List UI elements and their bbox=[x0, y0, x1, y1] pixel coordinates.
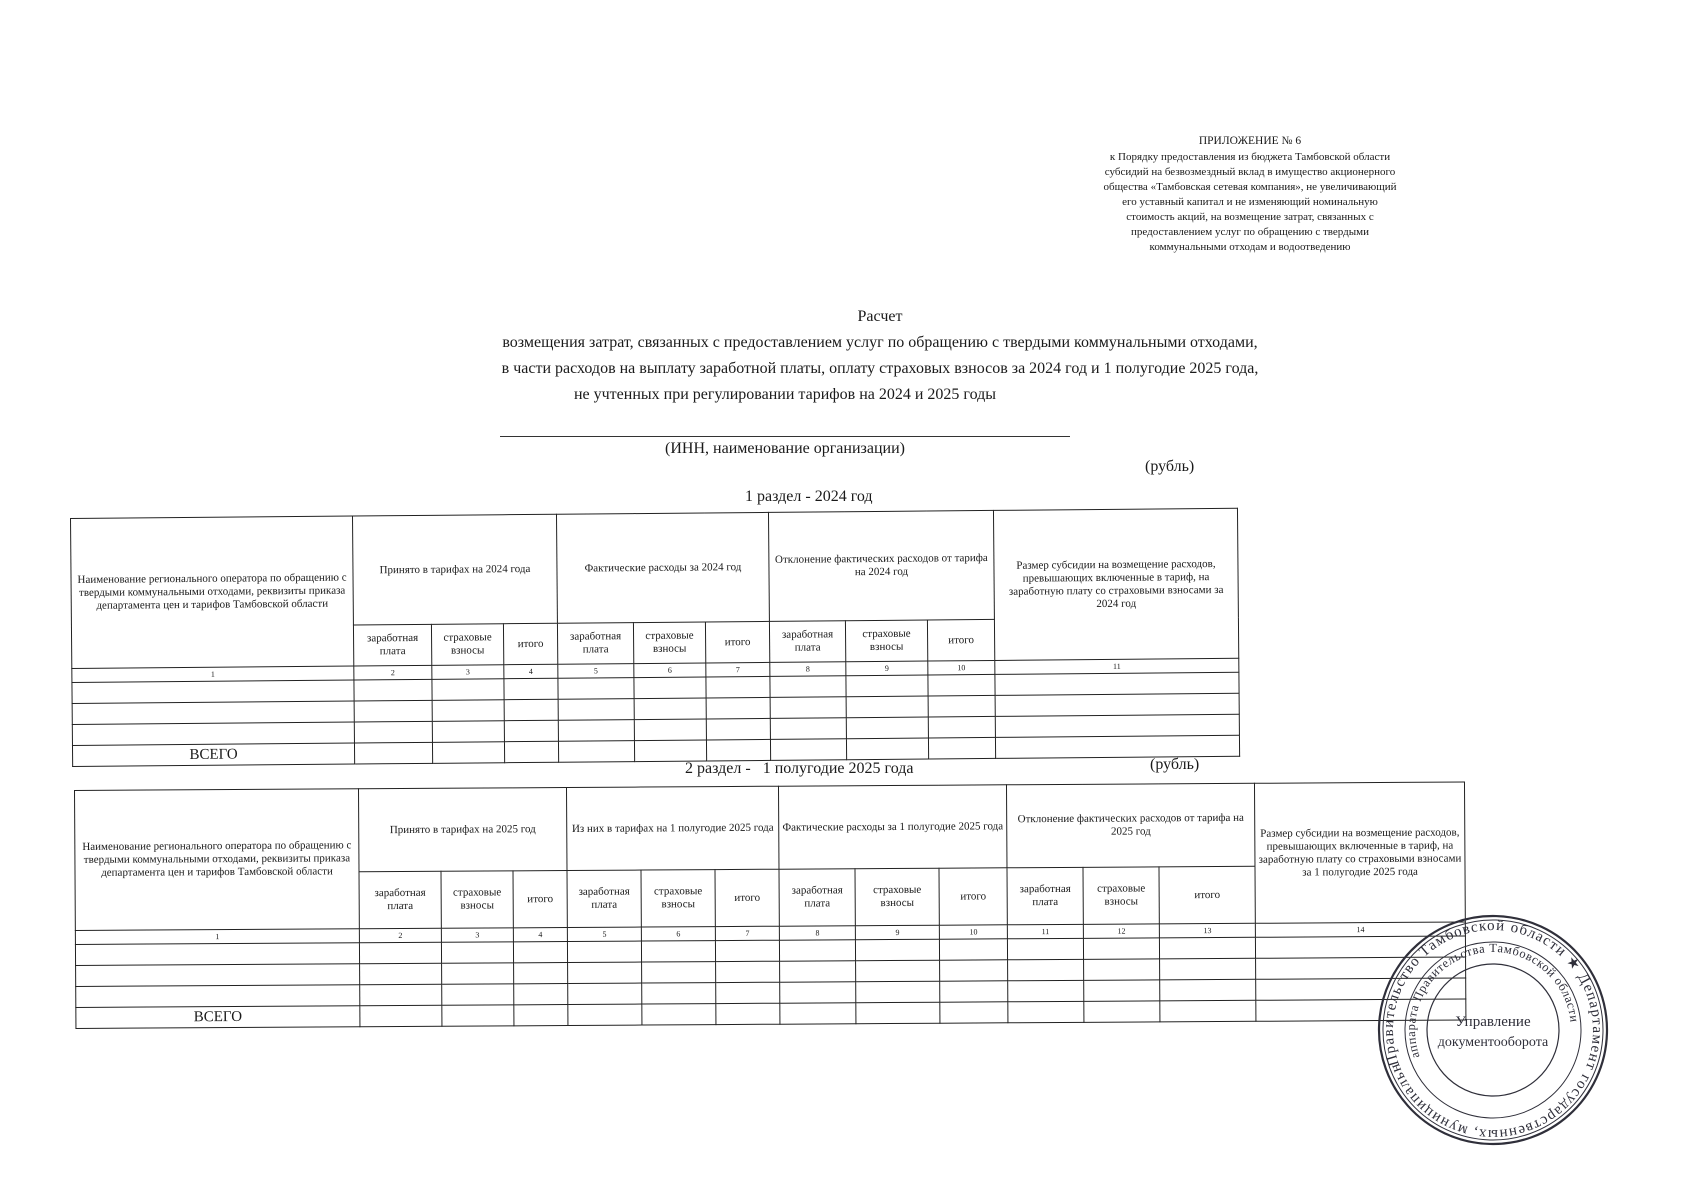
column-number: 8 bbox=[770, 662, 846, 677]
column-number: 1 bbox=[72, 666, 354, 682]
empty-cell bbox=[504, 678, 558, 699]
column-number: 7 bbox=[706, 662, 770, 677]
column-number: 2 bbox=[359, 928, 441, 943]
subheader-total: итого bbox=[715, 869, 779, 926]
header-actual-2024: Фактические расходы за 2024 год bbox=[556, 512, 769, 623]
subheader-insurance: страховые взносы bbox=[855, 868, 939, 926]
column-number: 3 bbox=[432, 665, 504, 680]
column-number: 6 bbox=[641, 927, 715, 941]
heading-title: Расчет bbox=[857, 308, 903, 325]
empty-cell bbox=[846, 717, 928, 739]
empty-cell bbox=[354, 700, 432, 722]
empty-cell bbox=[995, 672, 1239, 695]
empty-cell bbox=[567, 941, 641, 962]
empty-cell bbox=[1084, 1001, 1160, 1022]
section-2-title: 2 раздел - 1 полугодие 2025 года bbox=[685, 760, 914, 777]
appendix-line: коммунальными отходам и водоотведению bbox=[1149, 241, 1351, 253]
empty-cell bbox=[72, 701, 354, 724]
empty-cell bbox=[856, 960, 940, 982]
empty-cell bbox=[715, 940, 779, 961]
empty-cell bbox=[558, 741, 634, 763]
empty-cell bbox=[928, 737, 995, 759]
subheader-insurance: страховые взносы bbox=[633, 622, 705, 664]
column-number: 14 bbox=[1255, 922, 1465, 937]
section-2-table bbox=[74, 782, 1466, 1029]
column-number: 5 bbox=[567, 927, 641, 941]
empty-cell bbox=[634, 698, 706, 720]
column-number: 9 bbox=[855, 925, 939, 940]
empty-cell bbox=[642, 1004, 716, 1025]
subheader-total: итого bbox=[705, 621, 769, 663]
empty-cell bbox=[846, 738, 928, 760]
empty-cell bbox=[76, 964, 360, 987]
header-accepted-2025: Принято в тарифах на 2025 год bbox=[358, 787, 567, 871]
empty-cell bbox=[928, 695, 995, 717]
empty-cell bbox=[995, 714, 1239, 737]
appendix-line: общества «Тамбовская сетевая компания», не увеличивающий bbox=[1103, 181, 1397, 193]
empty-cell bbox=[442, 1005, 514, 1026]
subheader-total: итого bbox=[503, 623, 557, 664]
empty-cell bbox=[706, 739, 770, 761]
section-1-title: 1 раздел - 2024 год bbox=[745, 488, 873, 505]
header-actual-2025: Фактические расходы за 1 полугодие 2025 года bbox=[779, 785, 1008, 869]
empty-cell bbox=[354, 721, 432, 743]
empty-cell bbox=[846, 696, 928, 718]
empty-cell bbox=[432, 679, 504, 701]
empty-cell bbox=[995, 693, 1239, 716]
empty-cell bbox=[634, 719, 706, 741]
empty-cell bbox=[706, 697, 770, 719]
subheader-salary: заработная плата bbox=[567, 870, 641, 927]
column-number: 5 bbox=[558, 664, 634, 679]
subheader-total: итого bbox=[513, 870, 567, 927]
organization-label: (ИНН, наименование организации) bbox=[665, 440, 905, 457]
total-label: ВСЕГО bbox=[72, 743, 354, 766]
empty-cell bbox=[514, 962, 568, 983]
empty-cell bbox=[360, 984, 442, 1006]
column-number: 7 bbox=[715, 926, 779, 940]
unit-label-section-1: (рубль) bbox=[1145, 458, 1195, 475]
header-operator: Наименование регионального оператора по обращению с твердыми коммунальными отходами, реквизиты приказа департамента цен и тарифов Тамбовской области bbox=[71, 516, 354, 668]
empty-cell bbox=[432, 700, 504, 722]
empty-cell bbox=[568, 1004, 642, 1025]
empty-cell bbox=[354, 742, 432, 764]
empty-cell bbox=[513, 941, 567, 962]
section-1-table bbox=[70, 508, 1240, 767]
empty-cell bbox=[76, 985, 360, 1008]
empty-cell bbox=[504, 699, 558, 720]
empty-cell bbox=[770, 697, 846, 719]
empty-cell bbox=[770, 739, 846, 761]
empty-cell bbox=[558, 720, 634, 742]
column-number: 12 bbox=[1083, 924, 1159, 938]
total-label: ВСЕГО bbox=[76, 1006, 360, 1029]
empty-cell bbox=[716, 1003, 780, 1024]
appendix-line: его уставный капитал и не изменяющий номинальную bbox=[1122, 196, 1378, 208]
stamp-center-line-1: Управление bbox=[1455, 1014, 1531, 1030]
column-number: 13 bbox=[1159, 923, 1255, 938]
column-number: 6 bbox=[634, 663, 706, 678]
empty-cell bbox=[716, 961, 780, 982]
header-subsidy-2025: Размер субсидии на возмещение расходов, превышающих включенные в тариф, на заработную плату со страховыми взносами за 1 полугодие 2025 года bbox=[1255, 782, 1466, 923]
empty-cell bbox=[939, 939, 1007, 960]
column-number: 10 bbox=[939, 925, 1007, 939]
stamp-center-line-2: документооборота bbox=[1437, 1035, 1549, 1050]
unit-label-section-2: (рубль) bbox=[1150, 756, 1200, 773]
subheader-total: итого bbox=[927, 619, 994, 661]
subheader-salary: заработная плата bbox=[359, 871, 441, 928]
document-heading bbox=[440, 304, 1320, 408]
empty-cell bbox=[856, 1002, 940, 1024]
empty-cell bbox=[359, 942, 441, 964]
stamp-inner-text: аппарата Правительства Тамбовской области bbox=[1403, 940, 1582, 1061]
appendix-line: стоимость акций, на возмещение затрат, связанных с bbox=[1126, 211, 1374, 223]
empty-cell bbox=[716, 982, 780, 1003]
subheader-salary: заработная плата bbox=[1007, 867, 1083, 924]
empty-cell bbox=[360, 1005, 442, 1027]
empty-cell bbox=[354, 679, 432, 701]
header-subsidy-2024: Размер субсидии на возмещение расходов, превышающих включенные в тариф, на заработную плату со страховыми взносами за 2024 год bbox=[993, 508, 1238, 660]
empty-cell bbox=[1160, 958, 1256, 980]
appendix-line: предоставлением услуг по обращению с твердыми bbox=[1131, 226, 1369, 238]
heading-line-2: в части расходов на выплату заработной платы, оплату страховых взносов за 2024 год и 1 полугодие 2025 года, bbox=[501, 360, 1259, 377]
empty-cell bbox=[642, 962, 716, 983]
subheader-insurance: страховые взносы bbox=[1083, 867, 1159, 924]
column-number: 2 bbox=[354, 665, 432, 680]
column-number: 11 bbox=[995, 658, 1239, 674]
empty-cell bbox=[504, 720, 558, 741]
subheader-salary: заработная плата bbox=[779, 869, 855, 926]
column-number: 4 bbox=[513, 927, 567, 941]
empty-cell bbox=[642, 983, 716, 1004]
empty-cell bbox=[706, 718, 770, 740]
empty-cell bbox=[1008, 959, 1084, 980]
empty-cell bbox=[514, 983, 568, 1004]
subheader-insurance: страховые взносы bbox=[641, 870, 715, 927]
empty-cell bbox=[568, 983, 642, 1004]
empty-cell bbox=[940, 981, 1008, 1002]
empty-cell bbox=[75, 943, 359, 966]
subheader-insurance: страховые взносы bbox=[441, 871, 513, 928]
empty-cell bbox=[634, 677, 706, 699]
empty-cell bbox=[846, 675, 928, 697]
empty-cell bbox=[1159, 937, 1255, 959]
empty-cell bbox=[1084, 980, 1160, 1001]
column-number: 9 bbox=[846, 661, 928, 676]
empty-cell bbox=[770, 718, 846, 740]
header-deviation-2024: Отклонение фактических расходов от тарифа на 2024 год bbox=[768, 510, 994, 621]
subheader-salary: заработная плата bbox=[353, 624, 431, 666]
empty-cell bbox=[855, 939, 939, 961]
subheader-salary: заработная плата bbox=[769, 621, 845, 663]
empty-cell bbox=[1160, 1000, 1256, 1022]
empty-cell bbox=[780, 982, 856, 1003]
heading-line-3: не учтенных при регулировании тарифов на 2024 и 2025 годы bbox=[573, 386, 997, 403]
appendix-block bbox=[1060, 134, 1440, 255]
empty-cell bbox=[1160, 979, 1256, 1001]
stamp-outer-text: Правительство Тамбовской области ★ Департамент государственных, муниципальных bbox=[1380, 917, 1606, 1143]
empty-cell bbox=[442, 984, 514, 1005]
header-half-2025: Из них в тарифах на 1 полугодие 2025 года bbox=[567, 786, 780, 870]
empty-cell bbox=[441, 942, 513, 963]
subheader-total: итого bbox=[939, 868, 1007, 925]
empty-cell bbox=[432, 721, 504, 743]
appendix-title: ПРИЛОЖЕНИЕ № 6 bbox=[1198, 135, 1302, 147]
empty-cell bbox=[1007, 938, 1083, 959]
empty-cell bbox=[360, 963, 442, 985]
empty-cell bbox=[1084, 959, 1160, 980]
column-number: 8 bbox=[779, 926, 855, 940]
column-number: 10 bbox=[928, 660, 995, 675]
subheader-salary: заработная плата bbox=[557, 623, 633, 665]
empty-cell bbox=[641, 941, 715, 962]
empty-cell bbox=[568, 962, 642, 983]
empty-cell bbox=[856, 981, 940, 1003]
empty-cell bbox=[995, 735, 1239, 758]
organization-fill-line bbox=[500, 436, 1070, 437]
empty-cell bbox=[514, 1004, 568, 1025]
column-number: 4 bbox=[504, 664, 558, 678]
appendix-line: к Порядку предоставления из бюджета Тамбовской области bbox=[1109, 151, 1391, 163]
empty-cell bbox=[72, 680, 354, 703]
empty-cell bbox=[928, 716, 995, 738]
empty-cell bbox=[558, 678, 634, 700]
header-deviation-2025: Отклонение фактических расходов от тарифа на 2025 год bbox=[1007, 783, 1256, 868]
empty-cell bbox=[634, 740, 706, 762]
stamp-seal bbox=[1375, 912, 1611, 1148]
column-number: 3 bbox=[441, 928, 513, 942]
empty-cell bbox=[72, 722, 354, 745]
empty-cell bbox=[940, 1002, 1008, 1023]
appendix-line: субсидий на безвозмездный вклад в имущество акционерного bbox=[1104, 166, 1396, 178]
empty-cell bbox=[442, 963, 514, 984]
empty-cell bbox=[780, 961, 856, 982]
subheader-total: итого bbox=[1159, 866, 1255, 924]
heading-line-1: возмещения затрат, связанных с предоставлением услуг по обращению с твердыми коммунальными отходами, bbox=[502, 334, 1258, 351]
empty-cell bbox=[558, 699, 634, 721]
empty-cell bbox=[779, 940, 855, 961]
empty-cell bbox=[1008, 980, 1084, 1001]
empty-cell bbox=[504, 741, 558, 762]
subheader-insurance: страховые взносы bbox=[431, 624, 503, 666]
empty-cell bbox=[432, 742, 504, 764]
empty-cell bbox=[940, 960, 1008, 981]
empty-cell bbox=[1008, 1001, 1084, 1022]
empty-cell bbox=[928, 674, 995, 696]
empty-cell bbox=[1083, 938, 1159, 959]
empty-cell bbox=[780, 1003, 856, 1024]
empty-cell bbox=[770, 676, 846, 698]
empty-cell bbox=[706, 676, 770, 698]
header-accepted-2024: Принято в тарифах на 2024 года bbox=[352, 514, 557, 625]
header-operator: Наименование регионального оператора по обращению с твердыми коммунальными отходами, реквизиты приказа департамента цен и тарифов Тамбовской области bbox=[75, 789, 360, 931]
column-number: 11 bbox=[1007, 924, 1083, 938]
column-number: 1 bbox=[75, 929, 359, 945]
subheader-insurance: страховые взносы bbox=[845, 620, 927, 662]
